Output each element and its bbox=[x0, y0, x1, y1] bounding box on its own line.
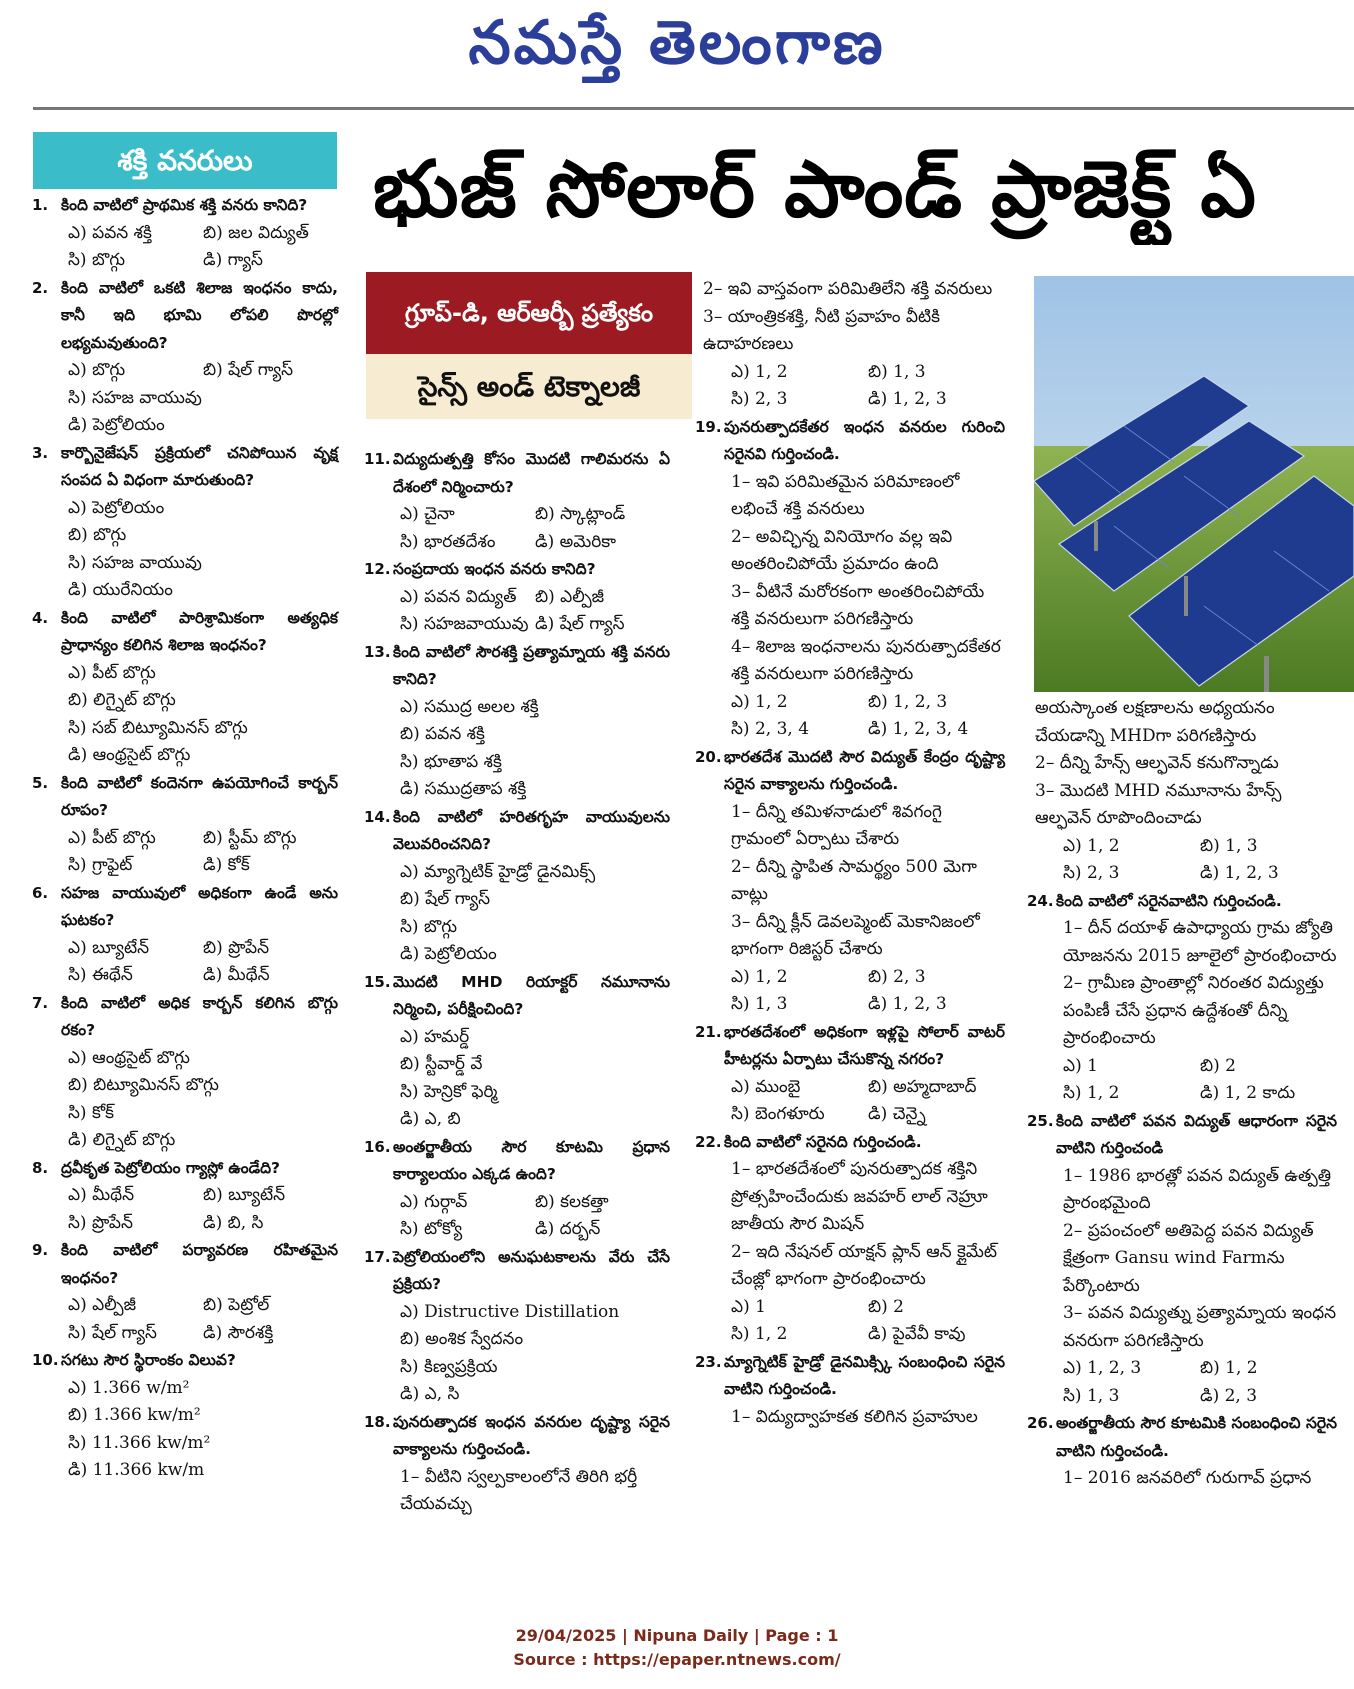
option: సి) 2, 3, 4 bbox=[731, 719, 810, 739]
option: సి) హెన్రికో ఫెర్మి bbox=[400, 1081, 498, 1102]
statement: 1– భారతదేశంలో పునరుత్పాదక శక్తిని ప్రోత్సహించేందుకు జవహర్ లాల్ నెహ్రూ జాతీయ సౌర మిషన్ bbox=[731, 1159, 988, 1234]
question-text: కింది వాటిలో కందెనగా ఉపయోగించే కార్బన్ రూపం? bbox=[61, 773, 338, 819]
option: డి) దర్బన్ bbox=[535, 1219, 601, 1239]
question bbox=[32, 1347, 338, 1375]
options bbox=[695, 689, 1005, 744]
option: బి) లిగ్నైట్ బొగ్గు bbox=[68, 690, 176, 710]
option: డి) ఆంథ్రసైట్ బొగ్గు bbox=[68, 745, 191, 765]
section-title: శక్తి వనరులు bbox=[33, 132, 337, 189]
option: డి) లిగ్నైట్ బొగ్గు bbox=[68, 1130, 176, 1150]
option: సి) బొగ్గు bbox=[68, 250, 126, 270]
option: సి) 2, 3 bbox=[731, 389, 788, 409]
question-number: 7. bbox=[32, 993, 49, 1012]
option: ఎ) ఆంథ్రసైట్ బొగ్గు bbox=[68, 1047, 190, 1068]
question-number: 18. bbox=[364, 1412, 391, 1431]
option: ఎ) 1, 2 bbox=[731, 361, 788, 382]
option: బి) 1.366 kw/m² bbox=[68, 1405, 201, 1425]
statement: 4– శిలాజ ఇంధనాలను పునరుత్పాదకేతర శక్తి వనరులుగా పరిగణిస్తారు bbox=[731, 636, 1001, 684]
subject-label: సైన్స్ అండ్ టెక్నాలజీ bbox=[366, 354, 692, 419]
option: సి) కోక్ bbox=[68, 1102, 115, 1123]
option: సి) 2, 3 bbox=[1063, 863, 1120, 883]
options bbox=[1027, 1053, 1337, 1108]
option: సి) భారతదేశం bbox=[400, 531, 496, 552]
question bbox=[32, 192, 338, 220]
question-text: కింది వాటిలో పారిశ్రామికంగా అత్యధిక ప్రాధాన్యం కలిగిన శిలాజ ఇంధనం? bbox=[61, 608, 338, 654]
question-text: సహజ వాయువులో అధికంగా ఉండే అను ఘటకం? bbox=[61, 883, 338, 929]
option: బి) అంశిక స్వేదనం bbox=[400, 1329, 524, 1349]
option: బి) 2, 3 bbox=[868, 966, 926, 987]
options bbox=[32, 935, 338, 990]
statement: 1– విద్యుద్వాహకత కలిగిన ప్రవాహుల bbox=[731, 1406, 978, 1427]
option: బి) 2 bbox=[1200, 1055, 1236, 1076]
option: బి) ఎల్పీజీ bbox=[535, 586, 605, 607]
question bbox=[695, 1349, 1005, 1404]
question-text: అంతర్జాతీయ సౌర కూటమికి సంబంధించి సరైన వాటిని గుర్తించండి. bbox=[1056, 1414, 1337, 1460]
option: ఎ) 1 bbox=[1063, 1055, 1098, 1076]
question-text: భారతదేశంలో అధికంగా ఇళ్లపై సోలార్ వాటర్ హీటర్లను ఏర్పాటు చేసుకొన్న నగరం? bbox=[724, 1022, 1005, 1068]
option: బి) స్టీమ్ బొగ్గు bbox=[203, 827, 297, 848]
option: బి) 1, 3 bbox=[1200, 835, 1258, 856]
question bbox=[364, 556, 670, 584]
question-number: 24. bbox=[1027, 891, 1054, 910]
question bbox=[32, 440, 338, 495]
question bbox=[695, 744, 1005, 799]
question-number: 2. bbox=[32, 278, 49, 297]
question-text: కార్బొనైజేషన్ ప్రక్రియలో చనిపోయిన వృక్ష సంపద ఏ విధంగా మారుతుంది? bbox=[61, 443, 338, 489]
option: ఎ) 1.366 w/m² bbox=[68, 1377, 190, 1398]
option: ఎ) 1, 2 bbox=[731, 966, 788, 987]
masthead-logo: నమస్తే తెలంగాణ bbox=[468, 8, 886, 78]
option: డి) అమెరికా bbox=[535, 531, 617, 552]
option: డి) ఎ, సి bbox=[400, 1384, 460, 1404]
option: డి) గ్యాస్ bbox=[203, 250, 263, 270]
question bbox=[695, 414, 1005, 469]
option: బి) 2 bbox=[868, 1296, 904, 1317]
statement: 1– దీన్ దయాళ్ ఉపాధ్యాయ గ్రామ జ్యోతి యోజనను 2015 జూలైలో ప్రారంభించారు bbox=[1063, 918, 1337, 966]
question-text: కింది వాటిలో సరైనది గుర్తించండి. bbox=[724, 1132, 922, 1151]
option: సి) సబ్ బిట్యూమినస్ బొగ్గు bbox=[68, 717, 248, 738]
question-number: 20. bbox=[695, 747, 722, 766]
statement: 3– దీన్ని క్లీన్ డెవలప్మెంట్ మెకానిజంలో భాగంగా రిజిస్టర్ చేశారు bbox=[731, 911, 980, 959]
statement: 3– వీటినే మరోరకంగా అంతరించిపోయే శక్తి వనరులుగా పరిగణిస్తారు bbox=[731, 581, 985, 629]
option: డి) 1, 2, 3 bbox=[868, 994, 947, 1014]
option: బి) పవన శక్తి bbox=[400, 724, 485, 744]
question-text: కింది వాటిలో సౌరశక్తి ప్రత్యామ్నాయ శక్తి వనరు కానిది? bbox=[393, 642, 670, 688]
statement: 1– వీటిని స్వల్పకాలంలోనే తిరిగి భర్తీ చేయవచ్చు bbox=[400, 1466, 638, 1514]
question bbox=[695, 1129, 1005, 1157]
statement: 1– ఇవి పరిమితమైన పరిమాణంలో లభించే శక్తి వనరులు bbox=[731, 471, 960, 519]
question-number: 10. bbox=[32, 1351, 59, 1369]
option: ఎ) గుర్గావ్ bbox=[400, 1191, 468, 1212]
solar-panel-image bbox=[1034, 276, 1354, 692]
question-number: 14. bbox=[364, 807, 391, 826]
question-number: 9. bbox=[32, 1241, 49, 1259]
statement: 2– గ్రామీణ ప్రాంతాల్లో నిరంతర విద్యుత్తు పంపిణీ చేసే ప్రధాన ఉద్దేశంతో దీన్ని ప్రారంభించారు bbox=[1063, 973, 1324, 1048]
option: సి) 1, 3 bbox=[1063, 1385, 1120, 1406]
option: ఎ) పీట్ బొగ్గు bbox=[68, 827, 156, 848]
question-text: పెట్రోలియంలోని అనుఘటకాలను వేరు చేసే ప్రక్రియ? bbox=[393, 1247, 670, 1293]
option: ఎ) ఎల్పీజీ bbox=[68, 1295, 136, 1315]
question bbox=[1027, 888, 1337, 916]
question bbox=[364, 969, 670, 1024]
option: సి) 1, 2 bbox=[1063, 1083, 1120, 1103]
option: సి) సహజ వాయువు bbox=[68, 387, 202, 408]
question-number: 15. bbox=[364, 972, 391, 991]
statement: 3– యాంత్రికశక్తి, నీటి ప్రవాహం వీటికి ఉదాహరణలు bbox=[703, 306, 940, 354]
option: సి) సహజవాయువు bbox=[400, 614, 529, 634]
column-4 bbox=[1027, 695, 1337, 1493]
options bbox=[364, 1189, 670, 1244]
masthead-divider bbox=[33, 107, 1354, 110]
question-number: 19. bbox=[695, 417, 722, 436]
statement: 2– అవిచ్ఛిన్న వినియోగం వల్ల ఇవి అంతరించిపోయే ప్రమాదం ఉంది bbox=[731, 526, 953, 574]
question bbox=[32, 770, 338, 825]
question bbox=[1027, 1108, 1337, 1163]
option: బి) పెట్రోల్ bbox=[203, 1295, 270, 1315]
headline: భుజ్ సోలార్ పాండ్ ప్రాజెక్ట్ ఏ bbox=[373, 145, 1257, 235]
option: డి) పెట్రోలియం bbox=[68, 415, 165, 435]
option: డి) చెన్నై bbox=[868, 1104, 926, 1124]
question bbox=[364, 1134, 670, 1189]
question-number: 26. bbox=[1027, 1414, 1054, 1432]
question-number: 22. bbox=[695, 1132, 722, 1151]
option: సి) బొగ్గు bbox=[400, 916, 458, 937]
question-text: సగటు సౌర స్థిరాంకం విలువ? bbox=[61, 1351, 236, 1369]
column-1 bbox=[32, 192, 338, 1485]
option: బి) కలకత్తా bbox=[535, 1191, 609, 1212]
question-number: 11. bbox=[364, 450, 391, 468]
options bbox=[32, 825, 338, 880]
option: సి) టోక్యో bbox=[400, 1219, 463, 1239]
options bbox=[364, 584, 670, 639]
question-text: కింది వాటిలో హరితగృహ వాయువులను వెలువరించనిది? bbox=[393, 807, 670, 853]
question-number: 8. bbox=[32, 1158, 49, 1177]
question-text: పునరుత్పాదక ఇంధన వనరుల దృష్ట్యా సరైన వాక్యాలను గుర్తించండి. bbox=[393, 1412, 670, 1458]
column-2 bbox=[364, 446, 670, 1519]
question-text: కింది వాటిలో సరైనవాటిని గుర్తించండి. bbox=[1056, 891, 1282, 910]
group-label: గ్రూప్-డి, ఆర్ఆర్బీ ప్రత్యేకం bbox=[366, 272, 692, 354]
options bbox=[32, 1182, 338, 1237]
option: బి) బిట్యూమినస్ బొగ్గు bbox=[68, 1075, 219, 1095]
question-number: 4. bbox=[32, 608, 49, 627]
options bbox=[1027, 1355, 1337, 1410]
question-text: భారతదేశ మొదటి సౌర విద్యుత్ కేంద్రం దృష్ట్యా సరైన వాక్యాలను గుర్తించండి. bbox=[724, 747, 1005, 793]
option: డి) 1, 2, 3 bbox=[1200, 863, 1279, 883]
question-text: కింది వాటిలో అధిక కార్బన్ కలిగిన బొగ్గు రకం? bbox=[61, 993, 338, 1039]
question-number: 25. bbox=[1027, 1111, 1054, 1130]
statement: అయస్కాంత లక్షణాలను అధ్యయనం చేయడాన్ని MHDగా పరిగణిస్తారు bbox=[1035, 698, 1275, 746]
statement: 1– 1986 భారత్లో పవన విద్యుత్ ఉత్పత్తి ప్రారంభమైంది bbox=[1063, 1165, 1332, 1213]
question-text: కింది వాటిలో పర్యావరణ రహితమైన ఇంధనం? bbox=[61, 1241, 338, 1287]
options bbox=[695, 1074, 1005, 1129]
option: డి) పైవేవీ కావు bbox=[868, 1324, 966, 1344]
statement: 2– దీన్ని హేన్స్ ఆల్ఫవెన్ కనుగొన్నాడు bbox=[1035, 753, 1279, 773]
option: డి) కోక్ bbox=[203, 855, 250, 875]
option: ఎ) పవన శక్తి bbox=[68, 222, 152, 243]
option: ఎ) సముద్ర అలల శక్తి bbox=[400, 696, 539, 717]
option: బి) స్టీవార్డ్ వే bbox=[400, 1054, 483, 1074]
question-text: మొదటి MHD రియాక్టర్ నమూనాను నిర్మించి, పరీక్షించింది? bbox=[393, 972, 670, 1018]
options bbox=[695, 1294, 1005, 1349]
option: డి) 1, 2 కాదు bbox=[1200, 1083, 1296, 1103]
question bbox=[695, 1019, 1005, 1074]
option: డి) 1, 2, 3, 4 bbox=[868, 719, 969, 739]
option: బి) బ్యూటేన్ bbox=[203, 1185, 286, 1205]
option: సి) 1, 3 bbox=[731, 994, 788, 1014]
question-text: కింది వాటిలో ప్రాథమిక శక్తి వనరు కానిది? bbox=[61, 196, 308, 214]
option: సి) బెంగళూరు bbox=[731, 1104, 825, 1124]
option: ఎ) 1, 2 bbox=[731, 691, 788, 712]
statement: 2– ప్రపంచంలో అతిపెద్ద పవన విద్యుత్ క్షేత్రంగా Gansu wind Farmను పేర్కొంటారు bbox=[1063, 1220, 1314, 1296]
question-number: 6. bbox=[32, 883, 49, 902]
option: డి) షేల్ గ్యాస్ bbox=[535, 614, 625, 634]
option: బి) 1, 3 bbox=[868, 361, 926, 382]
question bbox=[364, 1244, 670, 1299]
option: సి) సహజ వాయువు bbox=[68, 552, 202, 573]
option: డి) 1, 2, 3 bbox=[868, 389, 947, 409]
option: డి) సౌరశక్తి bbox=[203, 1322, 274, 1343]
option: ఎ) పీట్ బొగ్గు bbox=[68, 662, 156, 683]
option: బి) షేల్ గ్యాస్ bbox=[203, 360, 294, 380]
option: ఎ) 1, 2, 3 bbox=[1063, 1358, 1142, 1378]
options bbox=[32, 357, 338, 385]
option: డి) 11.366 kw/m bbox=[68, 1460, 205, 1480]
options bbox=[364, 501, 670, 556]
question bbox=[32, 275, 338, 358]
option: బి) 1, 2, 3 bbox=[868, 691, 948, 712]
statement: 2– దీన్ని స్థాపిత సామర్థ్యం 500 మెగా వాట్లు bbox=[731, 856, 977, 904]
option: ఎ) చైనా bbox=[400, 504, 455, 524]
question-text: విద్యుదుత్పత్తి కోసం మొదటి గాలిమరను ఏ దేశంలో నిర్మించారు? bbox=[393, 450, 670, 496]
option: ఎ) హమర్డ్ bbox=[400, 1026, 470, 1047]
question bbox=[364, 446, 670, 501]
options bbox=[695, 964, 1005, 1019]
statement: 2– ఇది నేషనల్ యాక్షన్ ప్లాన్ ఆన్ క్లైమేట్ చేంజ్లో భాగంగా ప్రారంభించారు bbox=[731, 1241, 997, 1289]
question bbox=[364, 639, 670, 694]
option: ఎ) మ్యాగ్నెటిక్ హైడ్రో డైనమిక్స్ bbox=[400, 861, 596, 882]
question-number: 13. bbox=[364, 642, 391, 661]
statement: 3– మొదటి MHD నమూనాను హేన్స్ ఆల్ఫవెన్ రూపొందించాడు bbox=[1035, 780, 1282, 828]
statement: 1– దీన్ని తమిళనాడులో శివగంగై గ్రామంలో ఏర్పాటు చేశారు bbox=[731, 801, 942, 849]
option: సి) ఈథేన్ bbox=[68, 965, 133, 985]
option: సి) గ్రాఫైట్ bbox=[68, 855, 133, 875]
question-number: 21. bbox=[695, 1022, 722, 1041]
option: డి) ఎ, బి bbox=[400, 1109, 461, 1129]
option: బి) ప్రొపేన్ bbox=[203, 937, 270, 958]
column-3 bbox=[695, 276, 1005, 1431]
question-text: కింది వాటిలో ఒకటి శిలాజ ఇంధనం కాదు, కానీ ఇది భూమి లోపలి పొరల్లో లభ్యమవుతుంది? bbox=[61, 278, 338, 352]
options bbox=[695, 359, 1005, 414]
option: ఎ) మీథేన్ bbox=[68, 1185, 135, 1205]
question bbox=[1027, 1410, 1337, 1465]
option: ఎ) 1, 2 bbox=[1063, 835, 1120, 856]
question bbox=[32, 880, 338, 935]
options bbox=[32, 1292, 338, 1347]
option: ఎ) Distructive Distillation bbox=[400, 1301, 620, 1322]
question-text: సంప్రదాయ ఇంధన వనరు కానిది? bbox=[393, 560, 596, 578]
question-number: 5. bbox=[32, 773, 49, 792]
option: సి) 1, 2 bbox=[731, 1324, 788, 1344]
question bbox=[32, 605, 338, 660]
question-number: 17. bbox=[364, 1247, 391, 1266]
question bbox=[32, 990, 338, 1045]
question-text: ద్రవీకృత పెట్రోలియం గ్యాస్లో ఉండేది? bbox=[61, 1158, 281, 1177]
option: ఎ) బొగ్గు bbox=[68, 360, 126, 380]
option: బి) 1, 2 bbox=[1200, 1358, 1258, 1378]
options bbox=[1027, 833, 1337, 888]
option: ఎ) బ్యూటేన్ bbox=[68, 937, 150, 958]
option: డి) సముద్రతాప శక్తి bbox=[400, 779, 527, 799]
option: ఎ) 1 bbox=[731, 1296, 766, 1317]
question-number: 3. bbox=[32, 443, 49, 462]
question bbox=[364, 804, 670, 859]
footer-date-page: 29/04/2025 | Nipuna Daily | Page : 1 bbox=[515, 1626, 839, 1645]
statement: 3– పవన విద్యుత్ను ప్రత్యామ్నాయ ఇంధన వనరుగా పరిగణిస్తారు bbox=[1063, 1303, 1337, 1351]
question bbox=[364, 1409, 670, 1464]
option: ఎ) పవన విద్యుత్ bbox=[400, 586, 517, 607]
option: డి) పెట్రోలియం bbox=[400, 944, 497, 964]
option: డి) మీథేన్ bbox=[203, 965, 270, 985]
options bbox=[32, 220, 338, 275]
question-number: 16. bbox=[364, 1137, 391, 1156]
option: డి) 2, 3 bbox=[1200, 1385, 1258, 1406]
question-text: అంతర్జాతీయ సౌర కూటమి ప్రధాన కార్యాలయం ఎక్కడ ఉంది? bbox=[393, 1137, 670, 1183]
statement: 2– ఇవి వాస్తవంగా పరిమితిలేని శక్తి వనరులు bbox=[703, 279, 993, 299]
option: బి) స్కాట్లాండ్ bbox=[535, 504, 626, 524]
question-text: కింది వాటిలో పవన విద్యుత్ ఆధారంగా సరైన వాటిని గుర్తించండి bbox=[1056, 1111, 1337, 1157]
option: సి) షేల్ గ్యాస్ bbox=[68, 1322, 157, 1343]
question bbox=[32, 1237, 338, 1292]
question-number: 23. bbox=[695, 1352, 722, 1371]
question-number: 12. bbox=[364, 560, 391, 578]
question-text: పునరుత్పాదకేతర ఇంధన వనరుల గురించి సరైనవి గుర్తించండి. bbox=[724, 417, 1005, 463]
option: సి) ప్రొపేన్ bbox=[68, 1212, 133, 1233]
option: డి) యురేనియం bbox=[68, 580, 173, 600]
option: బి) బొగ్గు bbox=[68, 525, 127, 545]
question bbox=[32, 1155, 338, 1183]
question-text: మ్యాగ్నెటిక్ హైడ్రో డైనమిక్స్కి సంబంధించి సరైన వాటిని గుర్తించండి. bbox=[724, 1352, 1005, 1398]
option: బి) షేల్ గ్యాస్ bbox=[400, 889, 491, 909]
option: ఎ) పెట్రోలియం bbox=[68, 497, 165, 518]
footer-source-link[interactable]: Source : https://epaper.ntnews.com/ bbox=[513, 1650, 841, 1669]
option: ఎ) ముంబై bbox=[731, 1076, 801, 1097]
statement: 1– 2016 జనవరిలో గురుగావ్ ప్రధాన bbox=[1063, 1468, 1312, 1488]
option: డి) బి, సి bbox=[203, 1212, 264, 1233]
option: సి) భూతాప శక్తి bbox=[400, 751, 502, 772]
option: సి) కిణ్వప్రక్రియ bbox=[400, 1356, 498, 1377]
question-number: 1. bbox=[32, 196, 49, 214]
solar-panel-photo bbox=[1034, 276, 1354, 692]
option: బి) జల విద్యుత్ bbox=[203, 222, 309, 243]
option: బి) అహ్మదాబాద్ bbox=[868, 1076, 977, 1097]
option: సి) 11.366 kw/m² bbox=[68, 1432, 211, 1453]
